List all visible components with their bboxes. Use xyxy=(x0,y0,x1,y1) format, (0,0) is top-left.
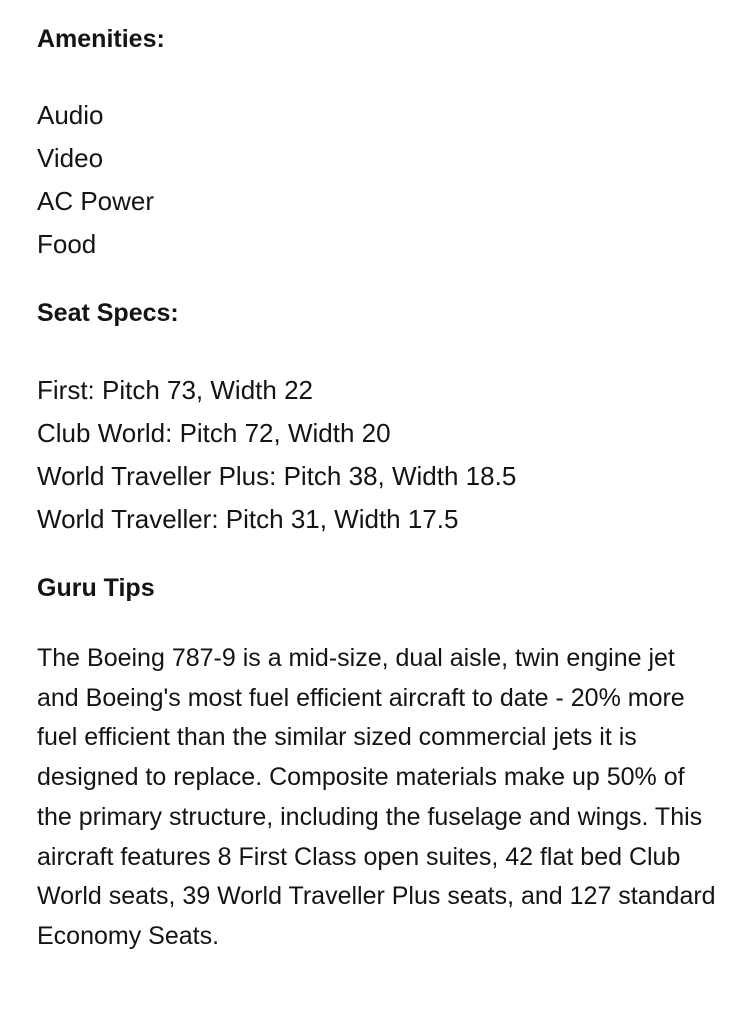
guru-tips-text: The Boeing 787-9 is a mid-size, dual aisle, twin engine jet and Boeing's most fuel efficient aircraft to date - 20% more fuel efficient than the similar sized commercial jets it is designed to replace. Composite materials make up 50% of the primary structure, including the fuselage and wings. This aircraft features 8 First Class open suites, 42 flat bed Club World seats, 39 World Traveller Plus seats, and 127 standard Economy Seats. xyxy=(37,644,716,950)
seat-spec-club-world: Club World: Pitch 72, Width 20 xyxy=(37,418,391,448)
seat-spec-first: First: Pitch 73, Width 22 xyxy=(37,375,313,405)
amenities-list xyxy=(37,94,717,266)
seat-specs-heading: Seat Specs: xyxy=(37,299,179,327)
amenity-item-audio: Audio xyxy=(37,100,104,130)
seat-spec-world-traveller-plus: World Traveller Plus: Pitch 38, Width 18.5 xyxy=(37,461,517,491)
aircraft-info-content xyxy=(37,22,717,957)
seat-specs-list xyxy=(37,369,717,541)
amenity-item-ac-power: AC Power xyxy=(37,186,155,216)
amenity-item-video: Video xyxy=(37,143,104,173)
guru-tips-heading: Guru Tips xyxy=(37,574,155,602)
amenity-item-food: Food xyxy=(37,229,97,259)
seat-spec-world-traveller: World Traveller: Pitch 31, Width 17.5 xyxy=(37,504,459,534)
amenities-heading: Amenities: xyxy=(37,25,165,53)
